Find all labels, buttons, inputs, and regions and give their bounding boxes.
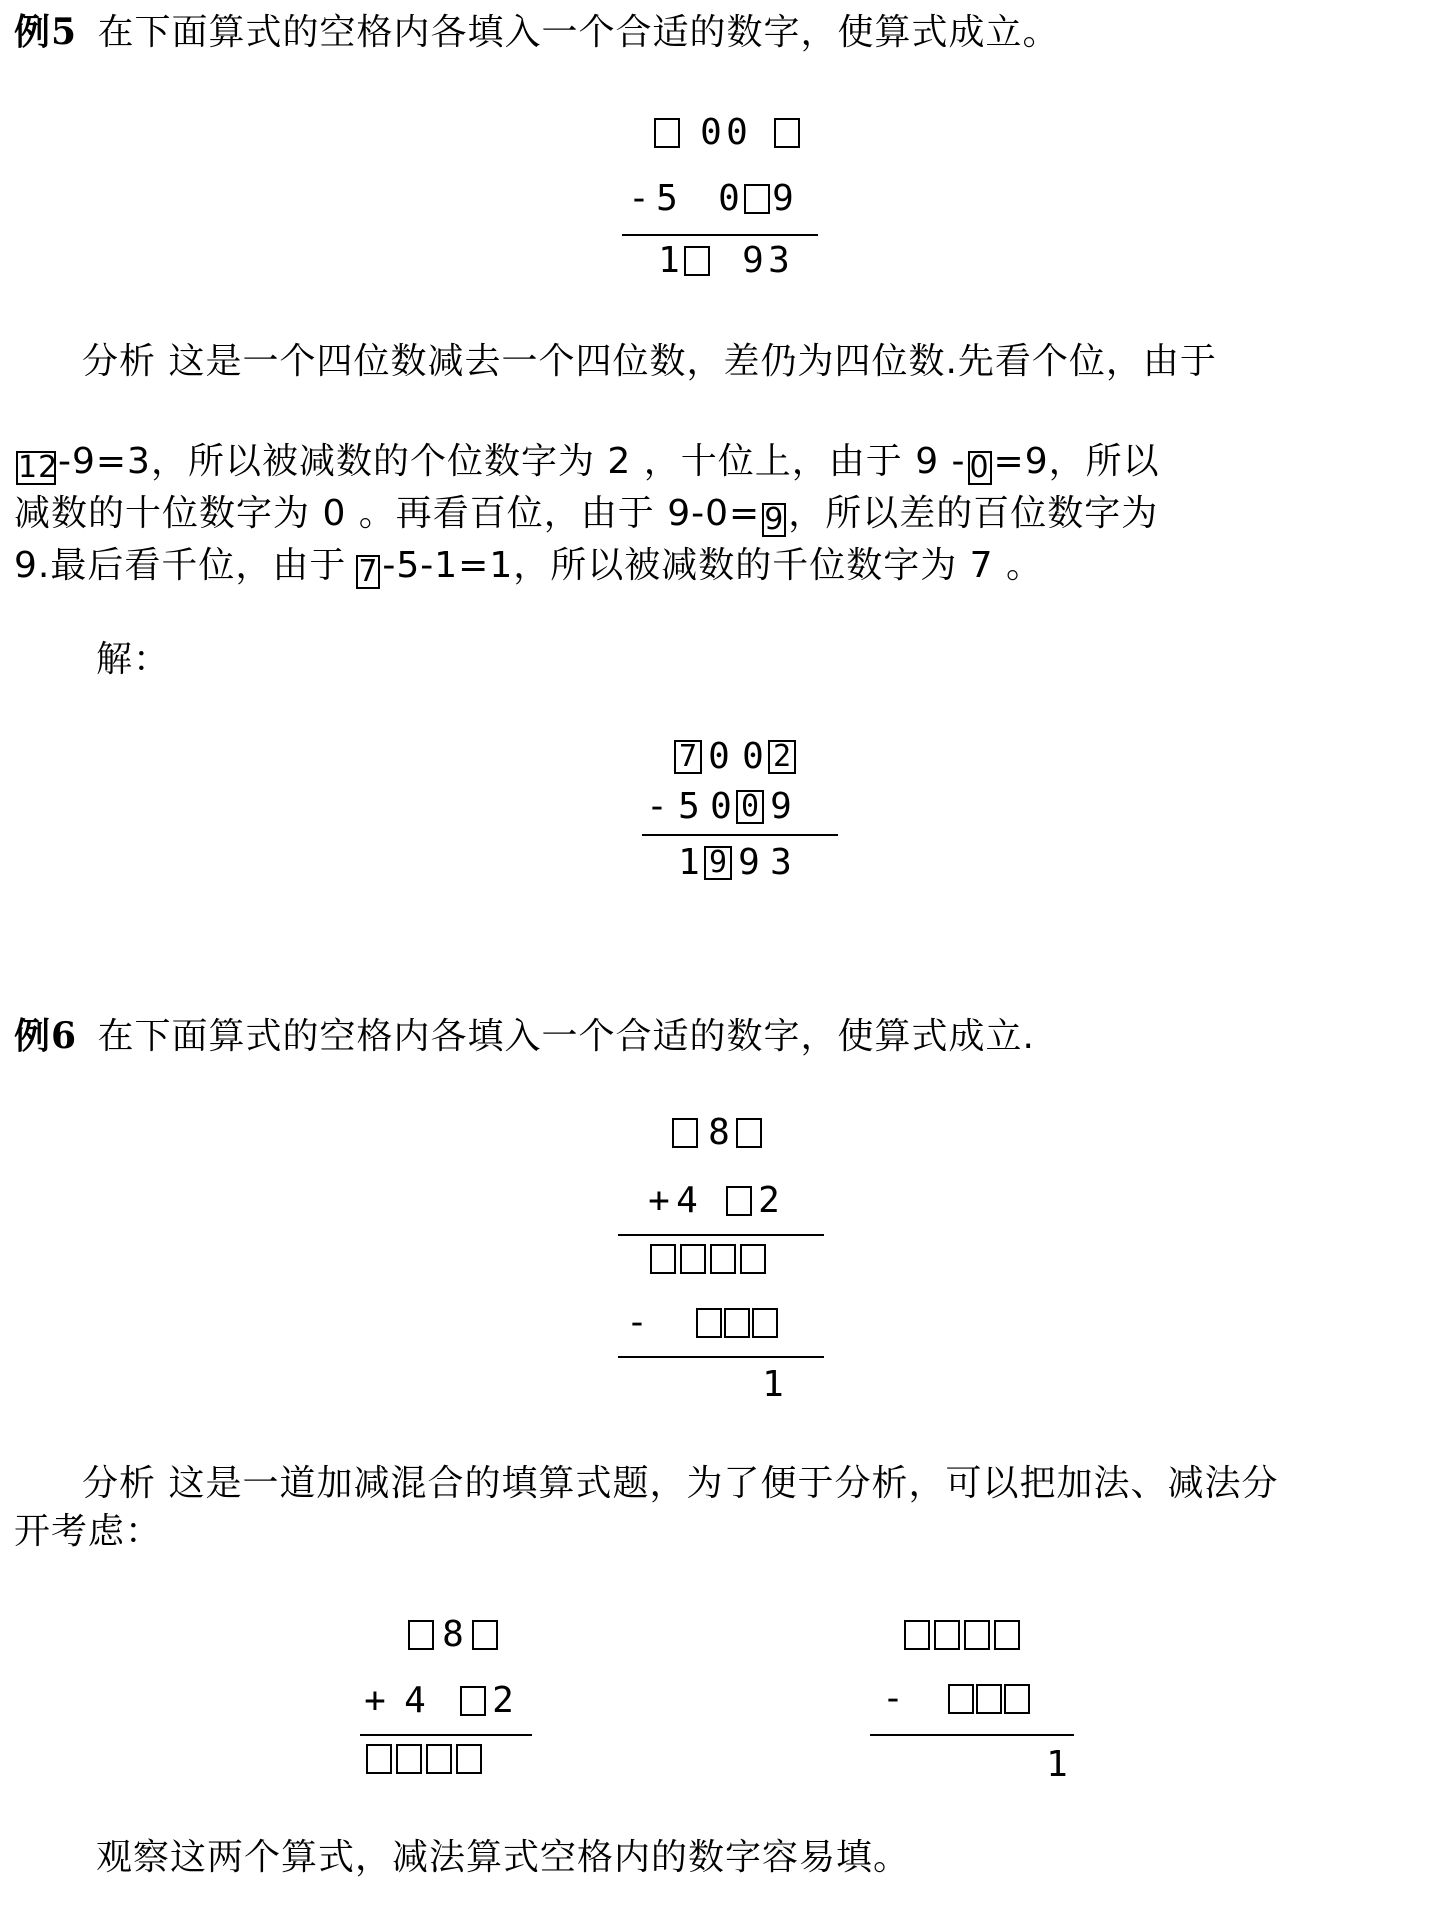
digit: 2 — [492, 1680, 514, 1721]
digit: 9 — [738, 842, 760, 883]
digit: 0 — [718, 178, 740, 219]
digit: 0 — [742, 736, 764, 777]
digit: 3 — [770, 842, 792, 883]
blank-box — [724, 1308, 750, 1338]
ex6-heading — [14, 1016, 1035, 1057]
plus-sign: + — [364, 1680, 386, 1721]
difference-line — [870, 1734, 1074, 1736]
ex6-split-addition — [362, 1612, 562, 1772]
digit: 5 — [656, 178, 678, 219]
blank-box — [672, 1118, 698, 1148]
blank-box — [774, 118, 800, 148]
plus-sign: + — [648, 1180, 670, 1221]
ex5-solution — [636, 734, 856, 894]
ex5-analysis-line2 — [14, 442, 1160, 485]
minus-sign: - — [646, 786, 668, 827]
analysis-text: =9，所以 — [993, 441, 1160, 482]
answer-box: 7 — [674, 740, 702, 774]
ex5-solution-label: 解： — [96, 639, 171, 680]
analysis-text: -9=3，所以被减数的个位数字为 2 ，十位上，由于 9 - — [58, 441, 966, 482]
blank-box — [726, 1186, 752, 1216]
blank-box — [396, 1744, 422, 1774]
ex6-label: 例6 — [14, 1015, 78, 1057]
answer-box: 0 — [969, 450, 990, 485]
answer-box: 9 — [704, 846, 732, 880]
minus-sign: - — [628, 178, 650, 219]
blank-box — [696, 1308, 722, 1338]
sum-line — [622, 234, 818, 236]
blank-box — [948, 1684, 974, 1714]
digit: 1 — [1046, 1744, 1068, 1785]
ex6-puzzle — [616, 1110, 836, 1410]
blank-box — [1004, 1684, 1030, 1714]
digit: 3 — [768, 240, 790, 281]
ex5-analysis-line4 — [14, 546, 1043, 589]
blank-box — [408, 1620, 434, 1650]
digit: 8 — [442, 1614, 464, 1655]
analysis-text: 9.最后看千位，由于 — [14, 545, 347, 586]
analysis-text: ，所以差的百位数字为 — [788, 493, 1159, 534]
digit: 9 — [742, 240, 764, 281]
digit: 8 — [708, 1112, 730, 1153]
digit: 1 — [762, 1364, 784, 1405]
minus-sign: - — [882, 1678, 904, 1719]
ex5-heading — [14, 12, 1060, 53]
ex6-split-subtraction — [872, 1612, 1092, 1785]
blank-box — [680, 1244, 706, 1274]
blank-box — [964, 1620, 990, 1650]
blank-box — [710, 1244, 736, 1274]
digit: 0 — [726, 112, 748, 153]
blank-box — [976, 1684, 1002, 1714]
digit: 0 — [700, 112, 722, 153]
digit: 1 — [678, 842, 700, 883]
minus-sign: - — [626, 1302, 648, 1343]
blank-box — [366, 1744, 392, 1774]
blank-box — [744, 184, 770, 214]
blank-box — [472, 1620, 498, 1650]
ex5-analysis-line1: 分析 这是一个四位数减去一个四位数，差仍为四位数.先看个位，由于 — [82, 341, 1217, 382]
ex6-observation: 观察这两个算式，减法算式空格内的数字容易填。 — [96, 1837, 911, 1878]
ex5-puzzle — [610, 110, 840, 290]
blank-box — [904, 1620, 930, 1650]
ex6-question: 在下面算式的空格内各填入一个合适的数字，使算式成立. — [97, 1016, 1035, 1057]
blank-box — [994, 1620, 1020, 1650]
ex6-analysis-line2: 开考虑： — [14, 1511, 163, 1552]
digit: 2 — [758, 1180, 780, 1221]
blank-box — [426, 1744, 452, 1774]
digit: 9 — [770, 786, 792, 827]
sum-line — [618, 1234, 824, 1236]
ex5-question: 在下面算式的空格内各填入一个合适的数字，使算式成立。 — [97, 12, 1060, 53]
analysis-text: 减数的十位数字为 0 。再看百位，由于 9-0= — [14, 493, 761, 534]
blank-box — [460, 1686, 486, 1716]
ex6-analysis-line1: 分析 这是一道加减混合的填算式题，为了便于分析，可以把加法、减法分 — [82, 1463, 1279, 1504]
digit: 0 — [708, 736, 730, 777]
difference-line — [618, 1356, 824, 1358]
blank-box — [752, 1308, 778, 1338]
blank-box — [934, 1620, 960, 1650]
blank-box — [740, 1244, 766, 1274]
ex5-analysis-line3 — [14, 494, 1158, 537]
blank-box — [654, 118, 680, 148]
digit: 0 — [710, 786, 732, 827]
blank-box — [736, 1118, 762, 1148]
blank-box — [684, 246, 710, 276]
ex5-label: 例5 — [14, 11, 78, 53]
answer-box: 7 — [358, 554, 379, 589]
digit: 4 — [676, 1180, 698, 1221]
answer-box: 9 — [764, 502, 785, 537]
digit: 5 — [678, 786, 700, 827]
digit: 4 — [404, 1680, 426, 1721]
digit: 9 — [772, 178, 794, 219]
sum-line — [360, 1734, 532, 1736]
blank-box — [456, 1744, 482, 1774]
blank-box — [650, 1244, 676, 1274]
analysis-text: -5-1=1，所以被减数的千位数字为 7 。 — [382, 545, 1044, 586]
sum-line — [642, 834, 838, 836]
answer-box: 0 — [736, 790, 764, 824]
answer-box: 12 — [18, 450, 59, 485]
digit: 1 — [658, 240, 680, 281]
answer-box: 2 — [768, 740, 796, 774]
